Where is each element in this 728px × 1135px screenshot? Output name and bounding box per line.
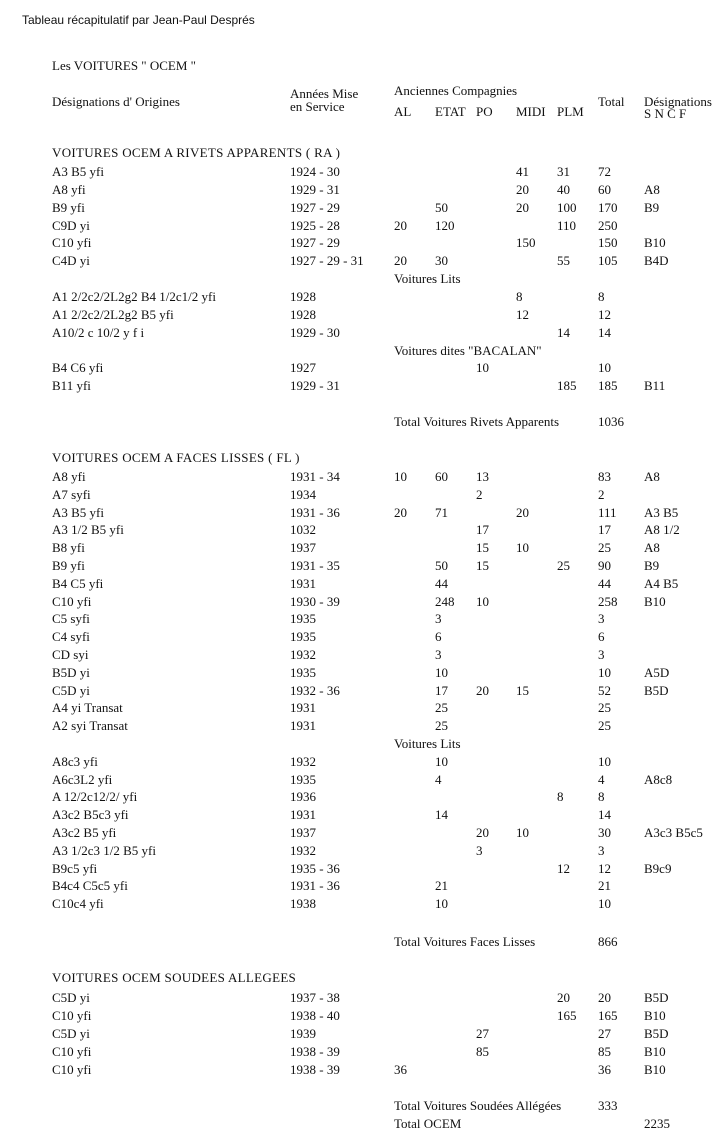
cell-total: 60: [598, 181, 611, 197]
cell-al: 20: [394, 217, 407, 233]
cell-etat: 248: [435, 593, 455, 609]
cell-years: 1934: [290, 486, 316, 502]
cell-years: 1931: [290, 700, 316, 716]
section-total-label: Total Voitures Rivets Apparents: [394, 414, 560, 429]
cell-name: C10 yfi: [52, 1044, 92, 1060]
cell-po: 13: [476, 469, 489, 484]
cell-po: 27: [476, 1026, 489, 1042]
cell-total: 105: [598, 253, 618, 269]
cell-name: C10 yfi: [52, 235, 92, 251]
cell-name: B4 C5 yfi: [52, 575, 104, 591]
cell-total: 250: [598, 217, 618, 233]
cell-years: 1935: [290, 664, 316, 680]
cell-years: 1935: [290, 771, 316, 787]
cell-total: 8: [598, 789, 605, 805]
cell-sncf: B10: [644, 1008, 666, 1024]
cell-years: 1927 - 29: [290, 235, 340, 251]
cell-etat: 120: [435, 217, 455, 233]
cell-name: C10 yfi: [52, 1008, 92, 1024]
cell-years: 1928: [290, 288, 316, 304]
cell-total: 85: [598, 1044, 611, 1060]
cell-total: 8: [598, 288, 605, 304]
section-heading: VOITURES OCEM A RIVETS APPARENTS ( RA ): [52, 145, 341, 160]
cell-plm: 8: [557, 789, 564, 805]
table-row: [0, 576, 728, 592]
cell-name: A1 2/2c2/2L2g2 B4 1/2c1/2 yfi: [52, 288, 216, 304]
cell-total: 44: [598, 575, 611, 591]
table-row: [0, 683, 728, 699]
cell-sncf: A3c3 B5c5: [644, 825, 703, 840]
table-row: [0, 325, 728, 341]
cell-plm: 165: [557, 1008, 577, 1024]
cell-etat: 50: [435, 199, 448, 215]
cell-total: 36: [598, 1062, 611, 1078]
cell-sncf: B10: [644, 1044, 666, 1060]
cell-years: 1931 - 36: [290, 504, 340, 520]
table-row: [0, 505, 728, 521]
cell-sncf: B9: [644, 558, 660, 573]
cell-sncf: A8: [644, 540, 660, 556]
cell-midi: 41: [516, 164, 529, 179]
cell-years: 1938 - 39: [290, 1044, 340, 1060]
cell-plm: 100: [557, 199, 577, 215]
col-header-anciennes-compagnies: Anciennes Compagnies: [394, 83, 518, 98]
cell-plm: 12: [557, 860, 570, 876]
cell-etat: 4: [435, 771, 442, 787]
cell-total: 3: [598, 611, 605, 627]
cell-name: B9c5 yfi: [52, 860, 98, 876]
cell-po: 15: [476, 540, 489, 556]
cell-name: A7 syfi: [52, 486, 91, 502]
cell-al: 20: [394, 253, 407, 269]
cell-name: A3 1/2c3 1/2 B5 yfi: [52, 842, 156, 858]
cell-name: C10 yfi: [52, 1062, 92, 1078]
section-total-value: 1036: [598, 414, 624, 429]
cell-etat: 25: [435, 718, 448, 734]
table-row: [0, 1062, 728, 1078]
cell-total: 14: [598, 324, 611, 340]
subsection-label: Voitures dites "BACALAN": [394, 342, 542, 358]
cell-years: 1935: [290, 611, 316, 627]
table-row: [0, 843, 728, 859]
cell-total: 25: [598, 700, 611, 716]
cell-years: 1929 - 31: [290, 181, 340, 197]
section-total-label: Total Voitures Soudées Allégées: [394, 1098, 562, 1113]
table-row: [0, 1026, 728, 1042]
cell-plm: 185: [557, 378, 577, 394]
cell-name: A8c3 yfi: [52, 753, 98, 769]
table-row: [0, 487, 728, 503]
col-header-annees-line2: en Service: [290, 99, 345, 114]
cell-midi: 20: [516, 181, 529, 197]
cell-etat: 44: [435, 575, 448, 591]
table-row: [0, 772, 728, 788]
cell-name: B5D yi: [52, 664, 90, 680]
table-row: [0, 789, 728, 805]
table-row: [0, 558, 728, 574]
cell-name: B9 yfi: [52, 199, 85, 215]
cell-plm: 40: [557, 181, 570, 197]
table-row: [0, 307, 728, 323]
cell-name: A2 syi Transat: [52, 718, 128, 734]
cell-midi: 20: [516, 199, 529, 215]
cell-years: 1931 - 34: [290, 469, 340, 484]
cell-name: A4 yi Transat: [52, 700, 123, 716]
cell-etat: 71: [435, 504, 448, 520]
cell-po: 10: [476, 360, 489, 376]
cell-total: 10: [598, 896, 611, 912]
table-row: [0, 594, 728, 610]
cell-etat: 60: [435, 469, 448, 484]
cell-total: 10: [598, 360, 611, 376]
cell-total: 6: [598, 629, 605, 645]
cell-years: 1935: [290, 629, 316, 645]
cell-name: C4 syfi: [52, 629, 90, 645]
cell-etat: 30: [435, 253, 448, 269]
cell-name: A3 1/2 B5 yfi: [52, 522, 124, 538]
cell-sncf: B4D: [644, 253, 669, 269]
cell-name: C10 yfi: [52, 593, 92, 609]
cell-years: 1932: [290, 753, 316, 769]
cell-name: A3 B5 yfi: [52, 164, 104, 179]
cell-etat: 3: [435, 647, 442, 662]
table-row: [0, 700, 728, 716]
table-row: [0, 647, 728, 663]
table-row: [0, 665, 728, 681]
cell-total: 10: [598, 664, 611, 680]
cell-midi: 20: [516, 504, 529, 520]
cell-name: CD syi: [52, 647, 89, 662]
cell-midi: 15: [516, 682, 529, 698]
cell-name: B9 yfi: [52, 558, 85, 573]
cell-total: 150: [598, 235, 618, 251]
subsection-label: Voitures Lits: [394, 736, 461, 751]
cell-total: 258: [598, 593, 618, 609]
cell-total: 20: [598, 990, 611, 1005]
cell-total: 12: [598, 306, 611, 322]
cell-total: 10: [598, 753, 611, 769]
table-row: [0, 878, 728, 894]
cell-years: 1931 - 36: [290, 878, 340, 894]
cell-name: A8 yfi: [52, 181, 86, 197]
cell-total: 3: [598, 842, 605, 858]
cell-sncf: A4 B5: [644, 575, 679, 591]
table-row: [0, 289, 728, 305]
table-row: [0, 1008, 728, 1024]
cell-years: 1931: [290, 807, 316, 823]
cell-po: 10: [476, 593, 489, 609]
cell-plm: 14: [557, 324, 570, 340]
section-total-value: 866: [598, 934, 618, 949]
cell-total: 111: [598, 504, 617, 520]
cell-sncf: A3 B5: [644, 504, 679, 520]
cell-midi: 10: [516, 825, 529, 840]
cell-years: 1937: [290, 825, 316, 840]
cell-years: 1928: [290, 306, 316, 322]
cell-sncf: A8: [644, 181, 660, 197]
table-row: [0, 718, 728, 734]
cell-years: 1931: [290, 718, 316, 734]
cell-sncf: B11: [644, 378, 666, 394]
cell-midi: 10: [516, 540, 529, 556]
cell-total: 14: [598, 807, 611, 823]
table-row: [0, 825, 728, 841]
cell-midi: 150: [516, 235, 536, 251]
col-header-al: AL: [394, 104, 412, 119]
cell-total: 27: [598, 1026, 611, 1042]
cell-name: A1 2/2c2/2L2g2 B5 yfi: [52, 306, 174, 322]
col-header-total: Total: [598, 94, 625, 109]
cell-sncf: B5D: [644, 1026, 669, 1042]
cell-total: 25: [598, 718, 611, 734]
cell-name: C5D yi: [52, 990, 90, 1005]
cell-al: 20: [394, 504, 407, 520]
cell-years: 1937 - 38: [290, 990, 340, 1005]
cell-years: 1935 - 36: [290, 860, 340, 876]
table-row: [0, 522, 728, 538]
cell-years: 1932: [290, 842, 316, 858]
cell-name: A8 yfi: [52, 469, 86, 484]
cell-years: 1929 - 31: [290, 378, 340, 394]
cell-sncf: B10: [644, 593, 666, 609]
cell-sncf: B5D: [644, 682, 669, 698]
cell-sncf: B9c9: [644, 860, 672, 876]
table-row: [0, 235, 728, 251]
table-row: [0, 378, 728, 394]
col-header-midi: MIDI: [516, 104, 546, 119]
table-row: [0, 360, 728, 376]
cell-years: 1937: [290, 540, 316, 556]
cell-years: 1938 - 40: [290, 1008, 340, 1024]
cell-name: A10/2 c 10/2 y f i: [52, 324, 145, 340]
cell-total: 30: [598, 825, 611, 840]
cell-total: 17: [598, 522, 611, 538]
cell-total: 83: [598, 469, 611, 484]
col-header-etat: ETAT: [435, 104, 466, 119]
cell-sncf: B9: [644, 199, 660, 215]
table-row: [0, 540, 728, 556]
cell-years: 1927: [290, 360, 316, 376]
cell-plm: 110: [557, 217, 577, 233]
cell-po: 3: [476, 842, 483, 858]
subsection-label: Voitures Lits: [394, 271, 461, 287]
col-header-plm: PLM: [557, 104, 584, 119]
cell-name: C5D yi: [52, 682, 90, 698]
cell-years: 1930 - 39: [290, 593, 340, 609]
table-row: [0, 200, 728, 216]
cell-name: C5 syfi: [52, 611, 90, 627]
cell-al: 10: [394, 469, 407, 484]
cell-years: 1925 - 28: [290, 217, 340, 233]
table-row: [0, 218, 728, 234]
cell-etat: 17: [435, 682, 448, 698]
cell-years: 1929 - 30: [290, 324, 340, 340]
cell-sncf: B10: [644, 1062, 666, 1078]
cell-sncf: A8c8: [644, 771, 673, 787]
cell-total: 90: [598, 558, 611, 573]
cell-sncf: B5D: [644, 990, 669, 1005]
table-row: [0, 754, 728, 770]
col-header-sncf-line2: S N C F: [644, 106, 687, 121]
cell-years: 1927 - 29 - 31: [290, 253, 364, 269]
table-row: [0, 611, 728, 627]
cell-plm: 25: [557, 558, 570, 573]
cell-etat: 10: [435, 753, 448, 769]
cell-total: 4: [598, 771, 605, 787]
cell-etat: 21: [435, 878, 448, 894]
cell-total: 72: [598, 164, 611, 179]
cell-years: 1927 - 29: [290, 199, 340, 215]
table-row: [0, 990, 728, 1006]
cell-po: 2: [476, 486, 483, 502]
cell-total: 12: [598, 860, 611, 876]
cell-al: 36: [394, 1062, 407, 1078]
cell-etat: 6: [435, 629, 442, 645]
cell-sncf: A8 1/2: [644, 522, 680, 538]
cell-years: 1938: [290, 896, 316, 912]
col-header-sncf-line1: Désignations: [644, 94, 712, 109]
cell-name: C9D yi: [52, 217, 90, 233]
cell-years: 1939: [290, 1026, 316, 1042]
table-row: [0, 164, 728, 180]
cell-name: C5D yi: [52, 1026, 90, 1042]
table-row: [0, 1044, 728, 1060]
cell-name: A 12/2c12/2/ yfi: [52, 789, 138, 805]
cell-sncf: A8: [644, 469, 660, 484]
cell-total: 2: [598, 486, 605, 502]
cell-po: 20: [476, 682, 489, 698]
cell-sncf: B10: [644, 235, 666, 251]
cell-years: 1931: [290, 575, 316, 591]
cell-midi: 8: [516, 288, 523, 304]
table-row: [0, 253, 728, 269]
section-total-label: Total Voitures Faces Lisses: [394, 934, 536, 949]
table-row: [0, 807, 728, 823]
section-total-value: 333: [598, 1098, 618, 1113]
document-title: Les VOITURES " OCEM ": [52, 58, 196, 73]
section-heading: VOITURES OCEM SOUDEES ALLEGEES: [52, 970, 297, 985]
grand-total-value: 2235: [644, 1116, 670, 1131]
cell-name: B8 yfi: [52, 540, 85, 556]
table-row: [0, 469, 728, 485]
cell-plm: 55: [557, 253, 570, 269]
col-header-designations-origines: Désignations d' Origines: [52, 94, 180, 109]
cell-name: A3 B5 yfi: [52, 504, 104, 520]
grand-total-label: Total OCEM: [394, 1116, 462, 1131]
table-row: [0, 629, 728, 645]
cell-total: 21: [598, 878, 611, 894]
cell-plm: 31: [557, 164, 570, 179]
col-header-po: PO: [476, 104, 493, 119]
cell-years: 1931 - 35: [290, 558, 340, 573]
cell-years: 1932 - 36: [290, 682, 340, 698]
table-row: [0, 861, 728, 877]
table-row: [0, 182, 728, 198]
col-header-annees-line1: Années Mise: [290, 86, 359, 101]
cell-name: A3c2 B5c3 yfi: [52, 807, 129, 823]
section-heading: VOITURES OCEM A FACES LISSES ( FL ): [52, 450, 300, 465]
cell-name: A3c2 B5 yfi: [52, 825, 117, 840]
cell-po: 17: [476, 522, 489, 538]
cell-name: C10c4 yfi: [52, 896, 104, 912]
cell-total: 3: [598, 647, 605, 662]
cell-name: C4D yi: [52, 253, 90, 269]
cell-total: 185: [598, 378, 618, 394]
cell-etat: 14: [435, 807, 448, 823]
table-row: [0, 896, 728, 912]
document-header-note: Tableau récapitulatif par Jean-Paul Després: [22, 13, 255, 27]
cell-po: 85: [476, 1044, 489, 1060]
cell-years: 1924 - 30: [290, 164, 340, 179]
cell-name: B4 C6 yfi: [52, 360, 104, 376]
cell-plm: 20: [557, 990, 570, 1005]
cell-total: 25: [598, 540, 611, 556]
cell-po: 20: [476, 825, 489, 840]
cell-years: 1936: [290, 789, 316, 805]
cell-etat: 10: [435, 664, 448, 680]
cell-name: A6c3L2 yfi: [52, 771, 113, 787]
cell-total: 165: [598, 1008, 618, 1024]
cell-years: 1932: [290, 647, 316, 662]
cell-years: 1938 - 39: [290, 1062, 340, 1078]
cell-etat: 50: [435, 558, 448, 573]
cell-name: B11 yfi: [52, 378, 91, 394]
cell-po: 15: [476, 558, 489, 573]
cell-total: 170: [598, 199, 618, 215]
cell-sncf: A5D: [644, 664, 670, 680]
cell-name: B4c4 C5c5 yfi: [52, 878, 128, 894]
cell-years: 1032: [290, 522, 316, 538]
cell-midi: 12: [516, 306, 529, 322]
cell-etat: 25: [435, 700, 448, 716]
cell-total: 52: [598, 682, 611, 698]
cell-etat: 10: [435, 896, 448, 912]
cell-etat: 3: [435, 611, 442, 627]
